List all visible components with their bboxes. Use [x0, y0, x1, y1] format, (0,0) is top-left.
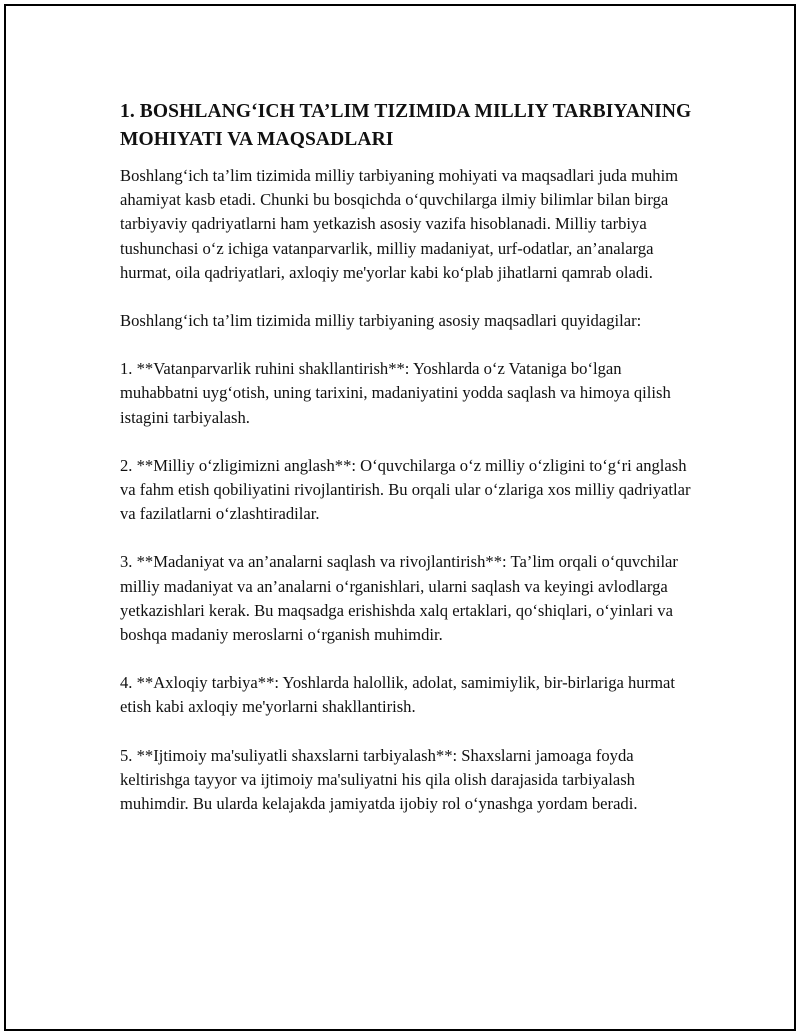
document-content — [120, 98, 700, 840]
goal-item-4: 4. **Axloqiy tarbiya**: Yoshlarda halollik, adolat, samimiylik, bir-birlariga hurmat etish kabi axloqiy me'yorlarni shakllantirish. — [120, 673, 676, 717]
goal-item-5: 5. **Ijtimoiy ma'suliyatli shaxslarni tarbiyalash**: Shaxslarni jamoaga foyda keltirishga tayyor va ijtimoiy ma'suliyatni his qila olish darajasida tarbiyalash muhimdir. Bu ularda kelajakda jamiyatda ijobiy rol o‘ynashga yordam beradi. — [120, 745, 638, 814]
goal-item-2: 2. **Milliy o‘zligimizni anglash**: O‘quvchilarga o‘z milliy o‘zligini to‘g‘ri anglash va fahm etish qobiliyatini rivojlantirish. Bu orqali ular o‘zlariga xos milliy qadriyatlar va fazilatlarni o‘zlashtiradilar. — [120, 455, 691, 524]
goal-item-1: 1. **Vatanparvarlik ruhini shakllantirish**: Yoshlarda o‘z Vataniga bo‘lgan muhabbatni uyg‘otish, uning tarixini, madaniyatini yodda saqlash va himoya qilish istagini tarbiyalash. — [120, 359, 671, 427]
goals-intro-paragraph: Boshlang‘ich ta’lim tizimida milliy tarbiyaning asosiy maqsadlari quyidagilar: — [120, 311, 642, 331]
document-title: 1. BOSHLANG‘ICH TA’LIM TIZIMIDA MILLIY TARBIYANING MOHIYATI VA MAQSADLARI — [120, 101, 692, 150]
goal-item-3: 3. **Madaniyat va an’analarni saqlash va rivojlantirish**: Ta’lim orqali o‘quvchilar milliy madaniyat va an’analarni o‘rganishlari, ularni saqlash va keyingi avlodlarga yetkazishlari kerak. Bu maqsadga erishishda xalq ertaklari, qo‘shiqlari, o‘yinlari va boshqa madaniy meroslarni o‘rganish muhimdir. — [120, 552, 678, 645]
intro-paragraph: Boshlang‘ich ta’lim tizimida milliy tarbiyaning mohiyati va maqsadlari juda muhim ahamiyat kasb etadi. Chunki bu bosqichda o‘quvchilarga ilmiy bilimlar bilan birga tarbiyaviy qadriyatlarni ham yetkazish asosiy vazifa hisoblanadi. Milliy tarbiya tushunchasi o‘z ichiga vatanparvarlik, milliy madaniyat, urf-odatlar, an’analarga hurmat, oila qadriyatlari, axloqiy me'yorlar kabi ko‘plab jihatlarni qamrab oladi. — [120, 166, 679, 282]
document-page — [4, 4, 796, 1031]
